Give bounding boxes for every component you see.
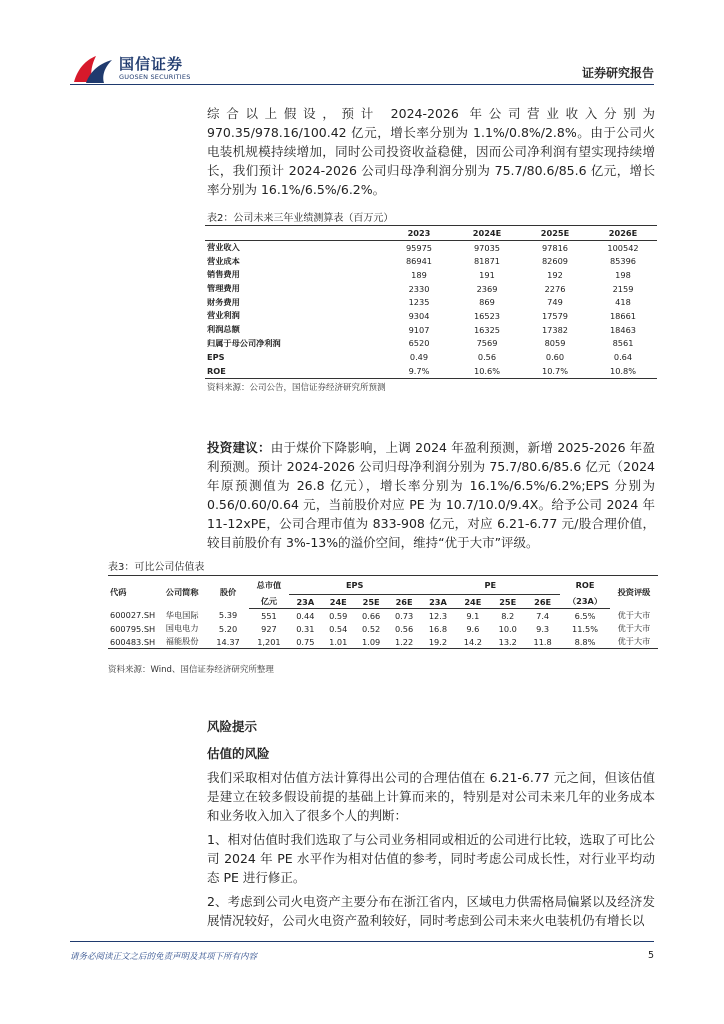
table-cell: 优于大市	[617, 623, 651, 633]
header-price: 股价	[207, 576, 249, 609]
company-name: 华电国际	[165, 609, 199, 620]
table-cell: 10.8%	[589, 364, 657, 378]
table-cell: 7.4	[536, 610, 550, 621]
table-cell: 1235	[408, 297, 430, 308]
header-year: 25E	[355, 595, 388, 609]
table-cell: 9304	[408, 310, 430, 321]
table-cell: 0.56	[477, 352, 497, 363]
company-name: 福能股份	[157, 635, 207, 649]
stock-code: 600027.SH	[110, 610, 156, 621]
table-row	[205, 323, 657, 337]
header-pe: PE	[421, 576, 561, 595]
table-header-row	[205, 226, 657, 241]
table-row	[205, 309, 657, 323]
table-cell: 2159	[612, 283, 634, 294]
header-year: 26E	[388, 595, 421, 609]
table-cell: 9.1	[466, 610, 480, 621]
table-cell: 95975	[405, 242, 433, 253]
table-cell: 9.7%	[385, 364, 453, 378]
logo-text-cn: 国信证券	[119, 55, 184, 73]
table-cell: 0.60	[545, 352, 565, 363]
table-cell: 8561	[612, 338, 634, 349]
header-cell: 2024E	[453, 226, 521, 241]
table-cell: 100542	[607, 242, 639, 253]
table-cell: 0.59	[329, 610, 348, 621]
header-cell	[205, 226, 385, 241]
table-cell: 927	[261, 623, 277, 634]
table-cell: 192	[547, 269, 563, 280]
table-cell: 优于大市	[610, 635, 658, 649]
table-cell: 6.5%	[574, 610, 596, 621]
table-row	[108, 609, 658, 623]
table-cell: 551	[261, 610, 277, 621]
table-cell: 0.44	[296, 610, 315, 621]
stock-code: 600795.SH	[110, 623, 156, 634]
header-year: 23A	[289, 595, 322, 609]
table-cell: 11.5%	[572, 623, 599, 634]
table-cell: 198	[615, 269, 631, 280]
header-year: 24E	[322, 595, 355, 609]
row-label: EPS	[207, 352, 225, 363]
table3-caption: 表3：可比公司估值表	[108, 562, 205, 573]
logo-mark-icon	[72, 52, 116, 86]
table-cell: 1.09	[355, 635, 388, 649]
header-year: 25E	[490, 595, 525, 609]
row-label: 利润总额	[207, 324, 240, 335]
table-cell: 优于大市	[617, 609, 651, 620]
table-cell: 869	[479, 297, 495, 308]
stock-code: 600483.SH	[110, 636, 156, 647]
table-cell: 97816	[541, 242, 569, 253]
table-cell: 2276	[544, 283, 566, 294]
company-name: 国电电力	[165, 623, 199, 633]
table-cell: 10.7%	[521, 364, 589, 378]
table-cell: 8.8%	[560, 635, 610, 649]
table-cell: 9.6	[466, 623, 480, 634]
table-cell: 6520	[408, 338, 430, 349]
table-cell: 10.6%	[453, 364, 521, 378]
table-cell: 86941	[405, 256, 433, 267]
header-divider	[70, 84, 654, 85]
table-row	[205, 337, 657, 351]
header-year: 23A	[421, 595, 456, 609]
table-cell: 1.01	[322, 635, 355, 649]
table-cell: 8.2	[501, 610, 515, 621]
row-label: 销售费用	[207, 269, 240, 280]
table-row	[205, 350, 657, 364]
table-row	[205, 240, 657, 254]
table-cell: 749	[547, 297, 563, 308]
table-row	[205, 268, 657, 282]
header-year: 26E	[525, 595, 560, 609]
header-roe-year: （23A）	[560, 595, 610, 609]
table-row	[108, 635, 658, 649]
header-eps: EPS	[289, 576, 421, 595]
table-cell: 0.56	[394, 623, 414, 634]
header-name: 公司简称	[157, 576, 207, 609]
table-cell: 13.2	[490, 635, 525, 649]
table-cell: 19.2	[421, 635, 456, 649]
report-type-label: 证券研究报告	[581, 66, 654, 80]
company-logo	[72, 52, 192, 86]
row-label: 归属于母公司净利润	[207, 337, 281, 348]
header-rating: 投资评级	[610, 576, 658, 609]
table-row	[205, 254, 657, 268]
table-cell: 0.75	[289, 635, 322, 649]
table-cell: 18463	[609, 324, 637, 335]
header-roe: ROE	[560, 576, 610, 595]
table-cell: 81871	[473, 256, 501, 267]
header-cell: 2023	[385, 226, 453, 241]
table-cell: 189	[411, 269, 427, 280]
risk-section-title: 风险提示	[207, 719, 258, 734]
disclaimer-text: 请务必阅读正文之后的免责声明及其项下所有内容	[70, 952, 258, 962]
table3-source: 资料来源：Wind、国信证券经济研究所整理	[108, 665, 274, 675]
risk-paragraph-1: 我们采取相对估值方法计算得出公司的合理估值在 6.21-6.77 元之间，但该估值是建立在较多假设前提的基础上计算而来的，特别是对公司未来几年的业务成本和业务收入加入了很多个人的判断：	[207, 770, 655, 823]
table-cell: 9107	[408, 324, 430, 335]
header-cell: 2026E	[589, 226, 657, 241]
table-cell: 17382	[541, 324, 569, 335]
table-cell: 97035	[473, 242, 501, 253]
table-cell: 1,201	[249, 635, 289, 649]
table-cell: 2330	[408, 283, 430, 294]
header-cell: 2025E	[521, 226, 589, 241]
row-label: 营业成本	[207, 255, 240, 266]
header-code: 代码	[108, 576, 157, 609]
table-header-row	[108, 576, 658, 595]
page-number: 5	[647, 950, 654, 961]
earnings-forecast-table	[205, 225, 657, 379]
table-cell: 418	[615, 297, 631, 308]
table-cell: 16.8	[428, 623, 448, 634]
table-cell: 7569	[476, 338, 498, 349]
table-cell: 0.54	[329, 623, 348, 634]
table-cell: 5.20	[218, 623, 238, 634]
table-cell: 12.3	[428, 610, 448, 621]
header-mcap-unit: 亿元	[249, 595, 289, 609]
table-cell: 16325	[473, 324, 501, 335]
table-cell: 9.3	[536, 623, 550, 634]
logo-text-en: GUOSEN SECURITIES	[119, 73, 191, 81]
table-cell: 0.64	[613, 352, 633, 363]
table-cell: 5.39	[218, 610, 238, 621]
table-cell: 0.73	[394, 610, 414, 621]
table-cell: 85396	[609, 256, 637, 267]
table-cell: 14.37	[207, 635, 249, 649]
row-label: ROE	[205, 364, 385, 378]
table-cell: 2369	[476, 283, 498, 294]
table-cell: 191	[479, 269, 495, 280]
row-label: 财务费用	[207, 296, 240, 307]
risk-paragraph-2: 1、相对估值时我们选取了与公司业务相同或相近的公司进行比较，选取了可比公司 2024 年 PE 水平作为相对估值的参考，同时考虑公司成长性，对行业平均动态 PE 进行修正。	[207, 832, 655, 885]
row-label: 管理费用	[207, 283, 240, 294]
table-cell: 0.31	[296, 623, 315, 634]
table-row	[108, 622, 658, 635]
table-cell: 16523	[473, 310, 501, 321]
header-year: 24E	[455, 595, 490, 609]
table-row	[205, 295, 657, 309]
table-cell: 8059	[544, 338, 566, 349]
footer-divider	[70, 941, 654, 942]
table-cell: 0.52	[362, 623, 381, 634]
table-cell: 11.8	[525, 635, 560, 649]
header-mcap: 总市值	[249, 576, 289, 595]
table-cell: 18661	[609, 310, 637, 321]
table2-source: 资料来源：公司公告，国信证券经济研究所预测	[207, 383, 386, 393]
table-cell: 0.66	[362, 610, 381, 621]
table-row	[205, 282, 657, 296]
table-cell: 17579	[541, 310, 569, 321]
table2-caption: 表2：公司未来三年业绩测算表（百万元）	[207, 213, 394, 224]
advice-text: 由于煤价下降影响，上调 2024 年盈利预测，新增 2025-2026 年盈利预测。预计 2024-2026 公司归母净利润分别为 75.7/80.6/85.6 亿元（2024 年原预测值为 26.8 亿元），增长率分别为 16.1%/6.5%/6.2%;EPS 分别为 0.56/0.60/0.64 元，当前股价对应 PE 为 10.7/10.0/9.4X。给予公司 2024 年 11-12xPE，公司合理市值为 833-908 亿元，对应 6.21-6.77 元/股合理价值，较目前股价有 3%-13%的溢价空间，维持“优于大市”评级。	[207, 440, 655, 550]
investment-advice-paragraph	[207, 438, 655, 552]
risk-paragraph-3: 2、考虑到公司火电资产主要分布在浙江省内，区域电力供需格局偏紧以及经济发展情况较好，公司火电资产盈利较好，同时考虑到公司未来火电装机仍有增长以	[207, 894, 655, 928]
table-row	[205, 364, 657, 378]
risk-subsection-title: 估值的风险	[207, 746, 270, 761]
comparable-valuation-table	[108, 575, 658, 649]
table-cell: 0.49	[409, 352, 429, 363]
table-cell: 14.2	[455, 635, 490, 649]
row-label: 营业利润	[207, 310, 240, 321]
table-cell: 82609	[541, 256, 569, 267]
row-label: 营业收入	[207, 242, 240, 253]
table-cell: 1.22	[388, 635, 421, 649]
forecast-paragraph: 综合以上假设，预计 2024-2026 年公司营业收入分别为 970.35/978.16/100.42 亿元，增长率分别为 1.1%/0.8%/2.8%。由于公司火电装机规模持续增加，同时公司投资收益稳健，因而公司净利润有望实现持续增长，我们预计 2024-2026 公司归母净利润分别为 75.7/80.6/85.6 亿元，增长率分别为 16.1%/6.5%/6.2%。	[207, 106, 655, 197]
table-cell: 10.0	[498, 623, 517, 634]
advice-lead: 投资建议：	[207, 440, 271, 455]
